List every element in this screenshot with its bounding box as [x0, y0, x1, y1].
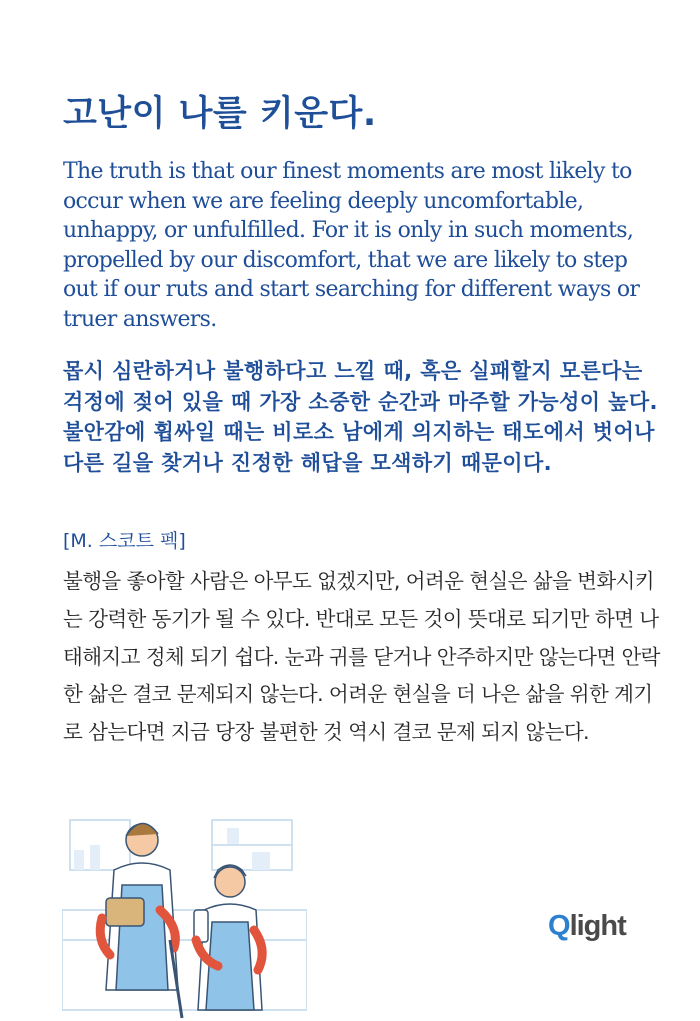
page-title: 고난이 나를 키운다.	[63, 94, 377, 134]
quote-english: The truth is that our finest moments are most likely to occur when we are feeling deeply uncomfortable, unhappy, or unfulfilled. For it is only in such moments, propelled by our discomfort, that we are likely to step out if our ruts and start searching for different ways or truer answers.	[63, 159, 640, 332]
logo-q: Q	[548, 910, 570, 942]
quote-korean: 몹시 심란하거나 불행하다고 느낄 때, 혹은 실패할지 모른다는 걱정에 젖어 있을 때 가장 소중한 순간과 마주할 가능성이 높다. 불안감에 휩싸일 때는 비로소 남에게 의지하는 태도에서 벗어나 다른 길을 찾거나 진정한 해답을 모색하기 때문이다.	[63, 359, 658, 475]
quote-attribution: [M. 스코트 펙]	[63, 530, 186, 552]
qlight-logo	[548, 910, 626, 943]
couple-cleaning-illustration	[62, 790, 307, 1020]
body-paragraph: 불행을 좋아할 사람은 아무도 없겠지만, 어려운 현실은 삶을 변화시키는 강력한 동기가 될 수 있다. 반대로 모든 것이 뜻대로 되기만 하면 나태해지고 정체 되기 쉽다. 눈과 귀를 닫거나 안주하지만 않는다면 안락한 삶은 결코 문제되지 않는다. 어려운 현실을 더 나은 삶을 위한 계기로 삼는다면 지금 당장 불편한 것 역시 결코 문제 되지 않는다.	[63, 569, 660, 745]
logo-light: light	[569, 910, 626, 942]
